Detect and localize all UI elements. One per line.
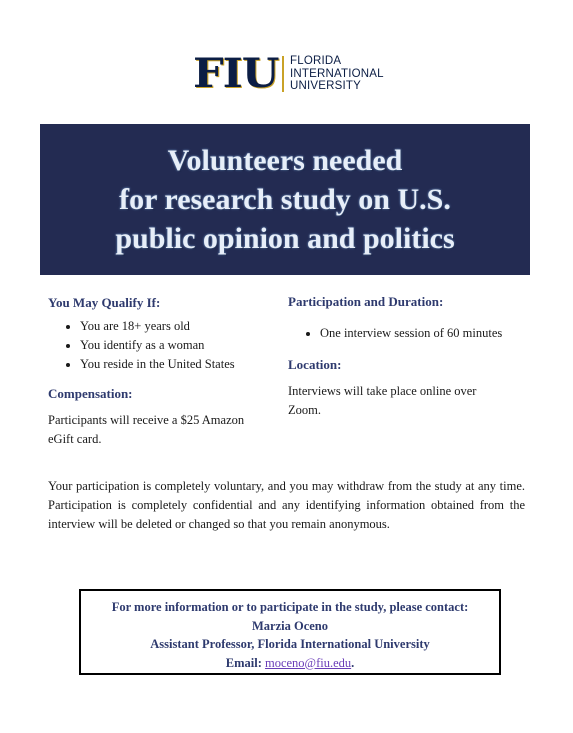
logo-wordmark	[290, 55, 384, 93]
qualify-title: You May Qualify If:	[48, 295, 161, 310]
email-label: Email:	[225, 655, 265, 670]
email-suffix: .	[351, 655, 355, 670]
compensation-text: Participants will receive a $25 Amazon eGift card.	[48, 413, 245, 446]
headline-line-1: Volunteers needed	[167, 144, 403, 177]
participation-title: Participation and Duration:	[288, 294, 444, 309]
participation-list	[288, 324, 518, 343]
logo-line-1: FLORIDA	[290, 55, 342, 68]
contact-email-line	[81, 654, 499, 673]
contact-name: Marzia Oceno	[251, 618, 328, 633]
right-column	[288, 294, 518, 420]
qualify-list	[48, 317, 278, 374]
headline-banner	[40, 124, 530, 275]
qualify-item-gender: • You identify as a woman	[80, 336, 278, 355]
qualify-item-residence: • You reside in the United States	[80, 355, 278, 374]
location-text: Interviews will take place online over Zoom.	[288, 384, 477, 417]
location-title: Location:	[288, 357, 342, 372]
headline-line-2: for research study on U.S.	[119, 183, 451, 216]
logo-mark: FIU	[193, 50, 279, 97]
participation-notice: Your participation is completely voluntary, and you may withdraw from the study at any time. Participation is completely confidential and any identifying information obtained from the interview will be deleted or changed so that you remain anonymous.	[48, 479, 525, 531]
logo-line-2: INTERNATIONAL	[290, 67, 384, 80]
contact-role: Assistant Professor, Florida International University	[150, 637, 430, 651]
contact-box	[79, 589, 501, 675]
headline	[115, 141, 454, 258]
fiu-logo	[193, 52, 403, 96]
logo-line-3: UNIVERSITY	[290, 80, 362, 93]
compensation-title: Compensation:	[48, 386, 133, 401]
email-link[interactable]: moceno@fiu.edu	[264, 655, 352, 670]
contact-intro: For more information or to participate in the study, please contact:	[111, 600, 469, 614]
left-column	[48, 295, 278, 449]
qualify-item-age: • You are 18+ years old	[80, 317, 278, 336]
participation-item-session: • One interview session of 60 minutes	[320, 324, 518, 343]
logo-divider	[282, 56, 284, 92]
headline-line-3: public opinion and politics	[115, 222, 455, 255]
